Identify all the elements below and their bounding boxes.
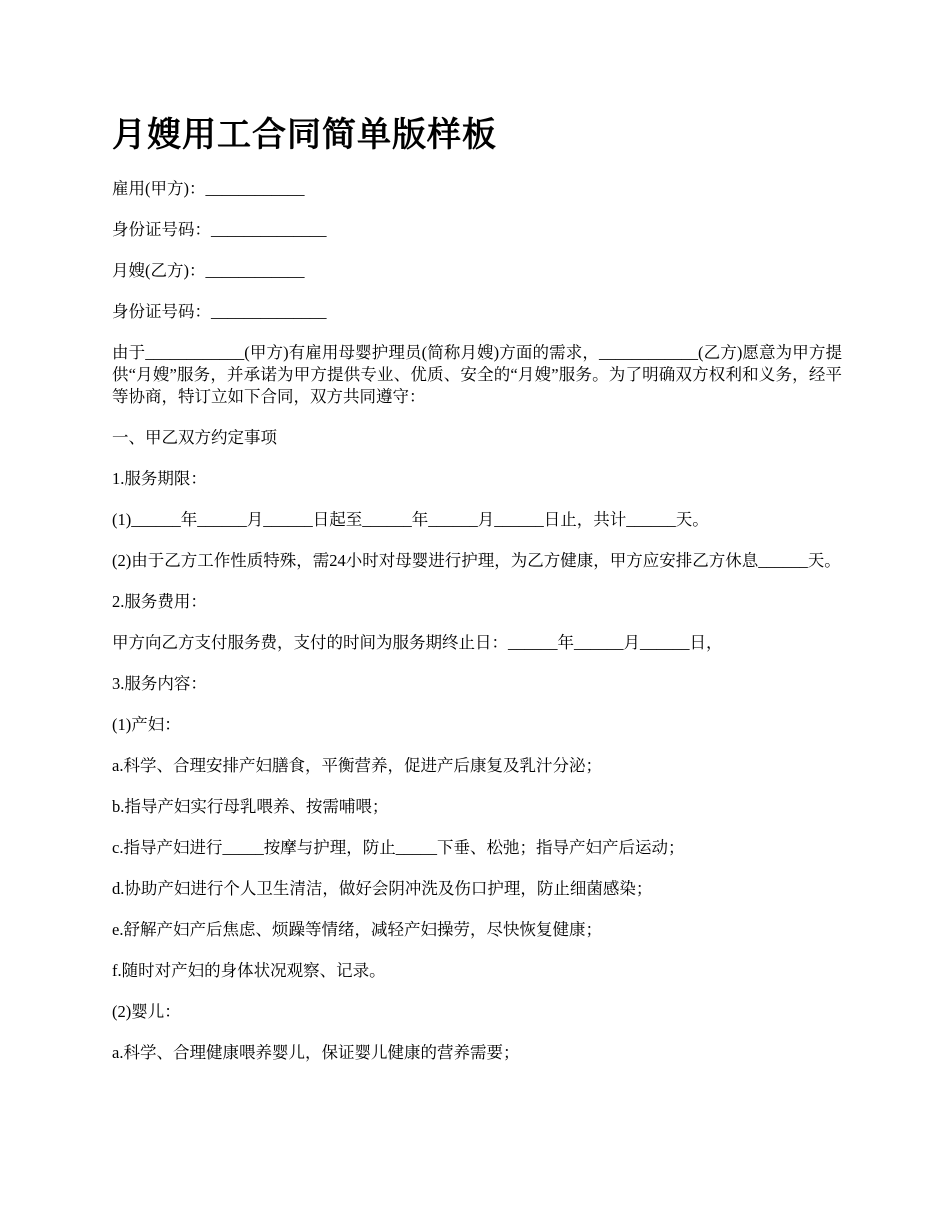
mother-care-item-f: f.随时对产妇的身体状况观察、记录。 [112,961,386,980]
section-heading-agreement: 一、甲乙双方约定事项 [112,428,277,447]
service-period-dates: (1)______年______月______日起至______年______月______日止，共计______天。 [112,510,709,529]
mother-care-item-c: c.指导产妇进行_____按摩与护理，防止_____下垂、松弛；指导产妇产后运动； [112,838,685,857]
service-fee-heading: 2.服务费用： [112,592,207,611]
infant-care-heading: (2)婴儿： [112,1002,181,1021]
mother-care-item-e: e.舒解产妇产后焦虑、烦躁等情绪，减轻产妇操劳，尽快恢复健康； [112,920,602,939]
employer-id-line: 身份证号码：______________ [112,220,327,239]
mother-care-item-d: d.协助产妇进行个人卫生清洁，做好会阴冲洗及伤口护理，防止细菌感染； [112,879,653,898]
service-fee-clause: 甲方向乙方支付服务费，支付的时间为服务期终止日：______年______月______日， [112,633,723,652]
nanny-id-line: 身份证号码：______________ [112,302,327,321]
mother-care-heading: (1)产妇： [112,715,181,734]
document-title: 月嫂用工合同简单版样板 [112,117,497,154]
document-page [112,110,842,1083]
service-content-heading: 3.服务内容： [112,674,207,693]
service-period-heading: 1.服务期限： [112,469,207,488]
preamble-paragraph: 由于____________(甲方)有雇用母婴护理员(简称月嫂)方面的需求，____________(乙方)愿意为甲方提供“月嫂”服务，并承诺为甲方提供专业、优质、安全的“月嫂”服务。为了明确双方权利和义务，经平等协商，特订立如下合同，双方共同遵守： [112,343,842,406]
mother-care-item-b: b.指导产妇实行母乳喂养、按需哺喂； [112,797,389,816]
employer-line: 雇用(甲方)：____________ [112,179,305,198]
nanny-line: 月嫂(乙方)：____________ [112,261,305,280]
rest-days-clause: (2)由于乙方工作性质特殊，需24小时对母婴进行护理，为乙方健康，甲方应安排乙方休息______天。 [112,551,841,570]
infant-care-item-a: a.科学、合理健康喂养婴儿，保证婴儿健康的营养需要； [112,1043,520,1062]
mother-care-item-a: a.科学、合理安排产妇膳食，平衡营养，促进产后康复及乳汁分泌； [112,756,602,775]
